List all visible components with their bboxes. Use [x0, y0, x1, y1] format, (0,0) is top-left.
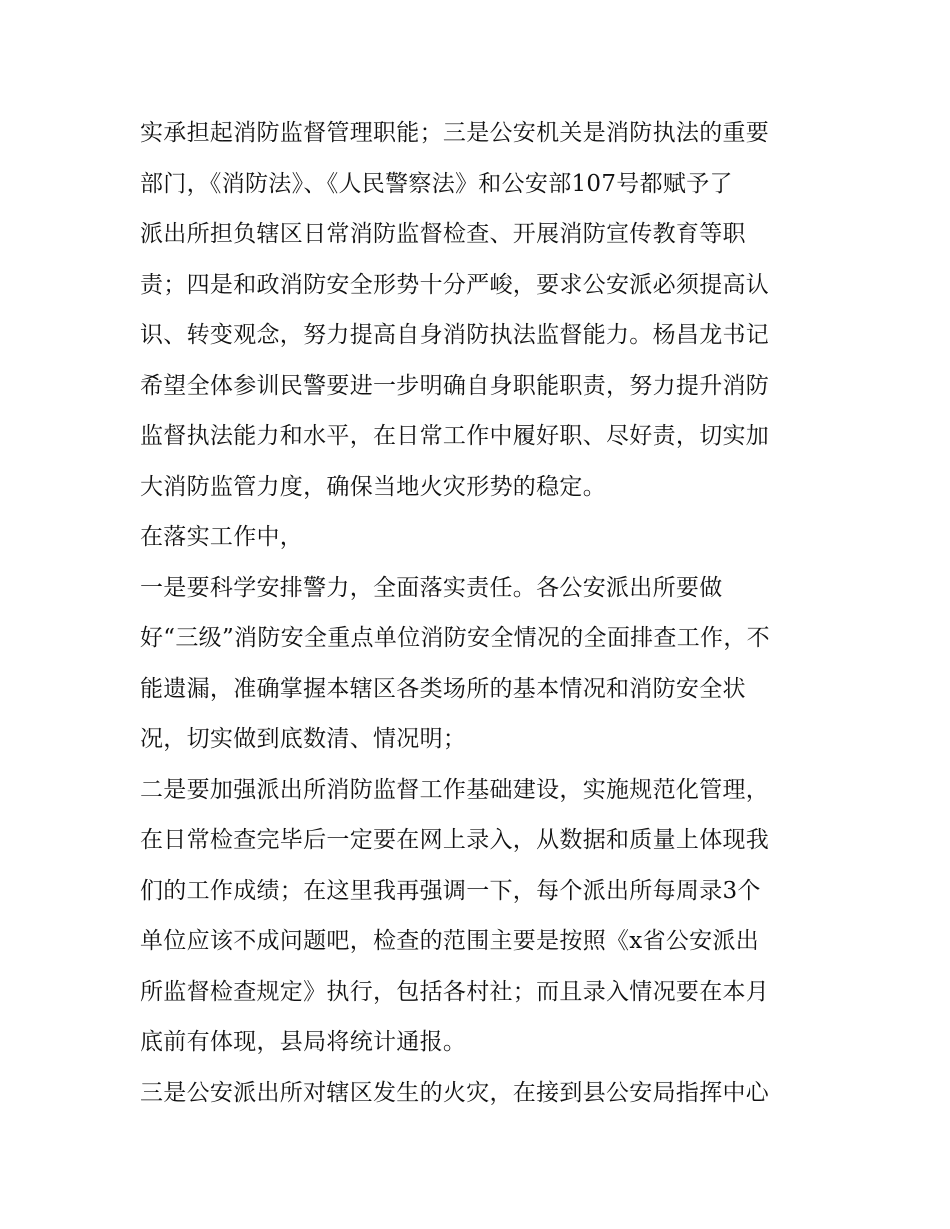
- text-line: 大消防监管力度，确保当地火灾形势的稳定。: [140, 473, 606, 500]
- text-line: 在落实工作中，: [140, 524, 304, 550]
- text-line: 在日常检查完毕后一定要在网上录入，从数据和质量上体现我: [140, 827, 770, 853]
- text-line: 况，切实做到底数清、情况明；: [140, 726, 467, 752]
- text-line: 一是要科学安排警力，全面落实责任。各公安派出所要做: [140, 574, 723, 601]
- text-line: 单位应该不成问题吧，检查的范围主要是按照《x省公安派出: [140, 928, 760, 954]
- text-line: 实承担起消防监督管理职能；三是公安机关是消防执法的重要: [140, 120, 770, 146]
- text-line: 监督执法能力和水平，在日常工作中履好职、尽好责，切实加: [140, 423, 770, 449]
- document-body: [140, 108, 820, 1118]
- text-line: 派出所担负辖区日常消防监督检查、开展消防宣传教育等职: [140, 221, 746, 247]
- text-line: 希望全体参训民警要进一步明确自身职能职责，努力提升消防: [140, 372, 770, 399]
- text-line: 好“三级”消防安全重点单位消防安全情况的全面排查工作，不: [140, 625, 770, 651]
- text-line: 部门，《消防法》、《人民警察法》和公安部107号都赋予了: [140, 170, 733, 197]
- text-line: 底前有体现，县局将统计通报。: [140, 1029, 467, 1055]
- text-line: 们的工作成绩；在这里我再强调一下，每个派出所每周录3个: [140, 877, 761, 904]
- text-line: 责；四是和政消防安全形势十分严峻，要求公安派必须提高认: [140, 271, 770, 298]
- text-line: 二是要加强派出所消防监督工作基础建设，实施规范化管理，: [140, 776, 770, 803]
- text-line: 识、转变观念，努力提高自身消防执法监督能力。杨昌龙书记: [140, 322, 770, 348]
- text-line: 能遗漏，准确掌握本辖区各类场所的基本情况和消防安全状: [140, 675, 746, 702]
- text-line: 所监督检查规定》执行，包括各村社；而且录入情况要在本月: [140, 978, 770, 1005]
- text-line: 三是公安派出所对辖区发生的火灾，在接到县公安局指挥中心: [140, 1079, 770, 1106]
